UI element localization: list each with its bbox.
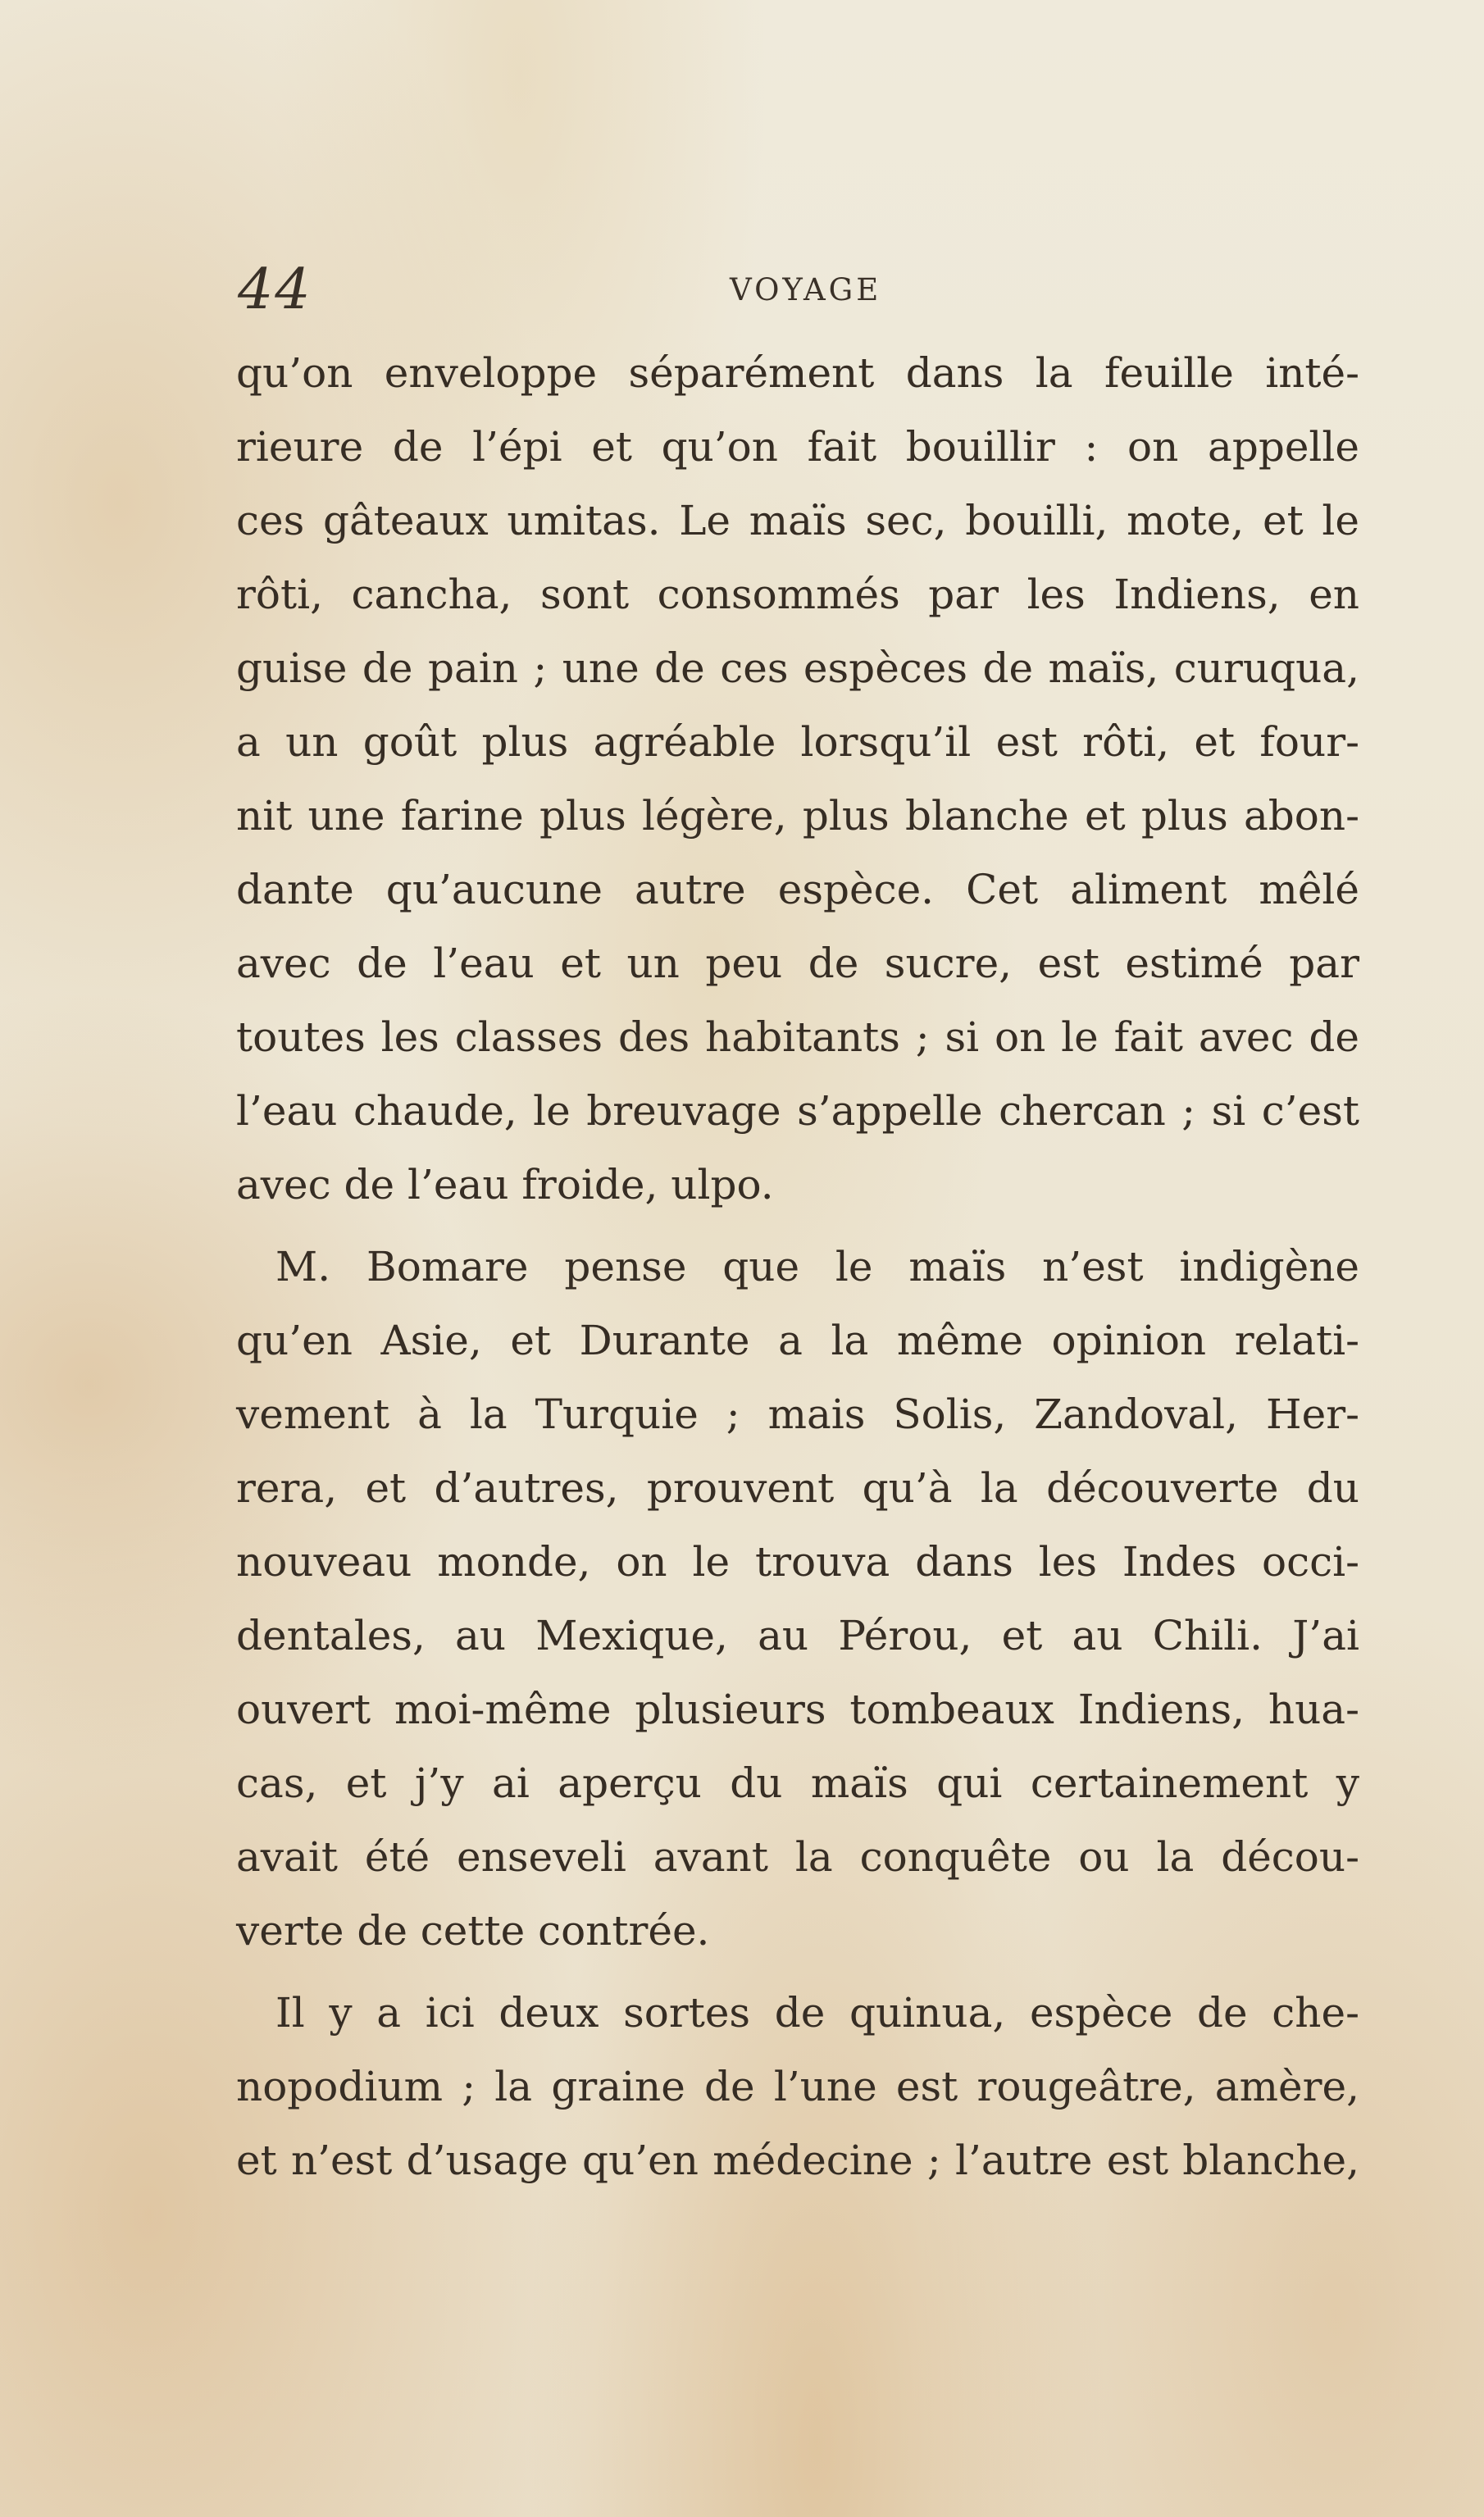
text-line: avec de l’eau froide, ulpo.	[236, 1161, 774, 1208]
text-line: dante qu’aucune autre espèce. Cet aliment mêlé	[236, 866, 1359, 913]
text-line: nouveau monde, on le trouva dans les Indes occi-	[236, 1538, 1359, 1586]
text-line: Il y a ici deux sortes de quinua, espèce de che-	[275, 1989, 1359, 2037]
running-head: VOYAGE	[730, 272, 882, 307]
text-line: qu’on enveloppe séparément dans la feuille inté-	[236, 349, 1359, 397]
text-line: M. Bomare pense que le maïs n’est indigène	[275, 1243, 1359, 1290]
text-line: nit une farine plus légère, plus blanche et plus abon-	[236, 792, 1359, 840]
text-line: qu’en Asie, et Durante a la même opinion relati-	[236, 1317, 1359, 1364]
text-line: rôti, cancha, sont consommés par les Indiens, en	[236, 571, 1359, 618]
page-header	[238, 257, 1353, 322]
text-line: rera, et d’autres, prouvent qu’à la découverte du	[236, 1464, 1359, 1512]
text-line: et n’est d’usage qu’en médecine ; l’autre est blanche,	[236, 2137, 1359, 2184]
text-line: rieure de l’épi et qu’on fait bouillir : on appelle	[236, 423, 1359, 471]
text-line: nopodium ; la graine de l’une est rougeâtre, amère,	[236, 2063, 1359, 2110]
page-number: 44	[238, 257, 312, 322]
text-line: l’eau chaude, le breuvage s’appelle chercan ; si c’est	[236, 1087, 1359, 1135]
text-line: verte de cette contrée.	[236, 1907, 710, 1955]
text-line: dentales, au Mexique, au Pérou, et au Chili. J’ai	[236, 1612, 1359, 1659]
text-line: guise de pain ; une de ces espèces de maïs, curuqua,	[236, 644, 1359, 692]
text-line: cas, et j’y ai aperçu du maïs qui certainement y	[236, 1759, 1359, 1807]
text-line: toutes les classes des habitants ; si on le fait avec de	[236, 1013, 1359, 1061]
text-line: ces gâteaux umitas. Le maïs sec, bouilli, mote, et le	[236, 497, 1359, 544]
text-line: avait été enseveli avant la conquête ou la décou-	[236, 1833, 1359, 1881]
text-line: a un goût plus agréable lorsqu’il est rôti, et four-	[236, 718, 1359, 766]
text-line: vement à la Turquie ; mais Solis, Zandoval, Her-	[236, 1390, 1359, 1438]
text-line: avec de l’eau et un peu de sucre, est estimé par	[236, 940, 1359, 987]
text-line: ouvert moi-même plusieurs tombeaux Indiens, hua-	[236, 1686, 1359, 1733]
